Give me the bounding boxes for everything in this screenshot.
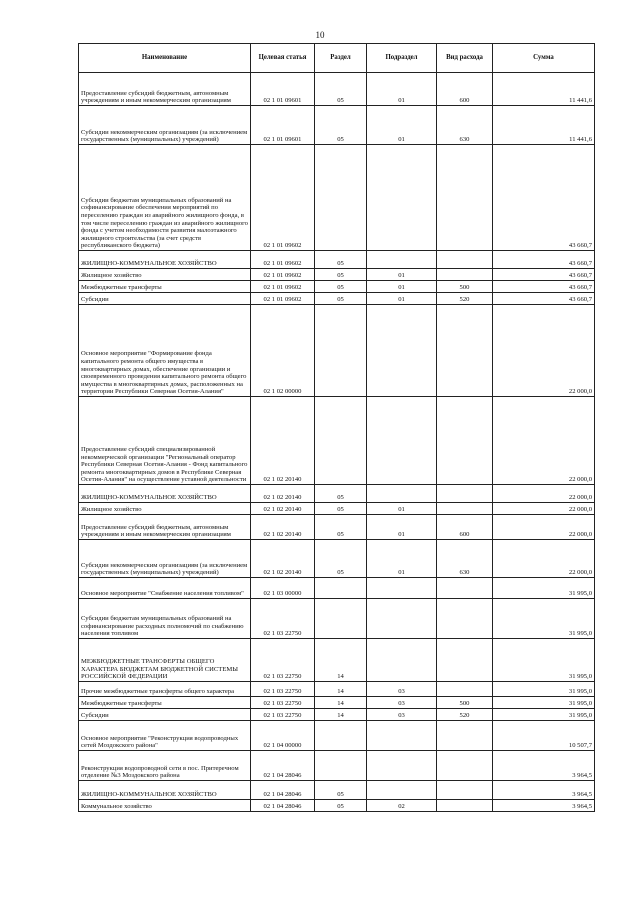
row-article: 02 1 03 22750 [251,639,315,682]
row-article: 02 1 02 20140 [251,397,315,485]
row-expense [437,578,493,599]
row-sum: 43 660,7 [493,251,595,269]
row-subsection [367,599,437,639]
row-article: 02 1 04 28046 [251,751,315,781]
row-article: 02 1 01 09601 [251,73,315,106]
row-name: Субсидии бюджетам муниципальных образований на софинансирование расходных полномочий по снабжению населения топливом [79,599,251,639]
row-expense [437,639,493,682]
row-section: 05 [315,281,367,293]
row-expense [437,485,493,503]
budget-table [78,43,595,812]
header-expense: Вид расхода [437,44,493,73]
table-header-row [79,44,595,73]
row-sum: 31 995,0 [493,578,595,599]
table-row [79,251,595,269]
row-sum: 22 000,0 [493,503,595,515]
row-name: Основное мероприятие "Формирование фонда капитального ремонта общего имущества в многоквартирных домах, обеспечение организации и своевременного проведения капитального ремонта общего имущества в многоквартирных домах, расположенных на территории Республики Северная Осетия-Алания" [79,305,251,397]
row-sum: 3 964,5 [493,751,595,781]
row-section: 14 [315,697,367,709]
row-expense: 520 [437,293,493,305]
row-subsection: 01 [367,540,437,578]
row-section [315,751,367,781]
table-row [79,578,595,599]
row-subsection: 03 [367,682,437,697]
header-sum: Сумма [493,44,595,73]
row-expense: 630 [437,540,493,578]
row-name: Реконструкция водопроводной сети в пос. Притеречном отделение №3 Моздокского района [79,751,251,781]
row-expense: 600 [437,73,493,106]
row-article: 02 1 01 09602 [251,293,315,305]
row-expense [437,599,493,639]
row-name: Основное мероприятие "Снабжение населения топливом" [79,578,251,599]
table-row [79,485,595,503]
table-row [79,682,595,697]
row-name: Предоставление субсидий бюджетным, автономным учреждениям и иным некоммерческим организациям [79,515,251,540]
row-expense [437,751,493,781]
row-sum: 43 660,7 [493,281,595,293]
header-section: Раздел [315,44,367,73]
row-sum: 22 000,0 [493,540,595,578]
table-row [79,515,595,540]
table-row [79,106,595,145]
row-expense: 600 [437,515,493,540]
row-article: 02 1 01 09601 [251,106,315,145]
row-sum: 22 000,0 [493,305,595,397]
table-row [79,503,595,515]
row-section: 14 [315,682,367,697]
header-name: Наименование [79,44,251,73]
row-sum: 31 995,0 [493,599,595,639]
table-row [79,145,595,251]
row-article: 02 1 03 22750 [251,682,315,697]
table-row [79,269,595,281]
row-section [315,305,367,397]
table-row [79,293,595,305]
row-article: 02 1 01 09602 [251,251,315,269]
row-subsection [367,639,437,682]
row-sum: 11 441,6 [493,73,595,106]
table-row [79,599,595,639]
table-row [79,697,595,709]
row-section [315,145,367,251]
row-name: Межбюджетные трансферты [79,281,251,293]
row-article: 02 1 04 28046 [251,781,315,800]
row-expense [437,800,493,812]
row-expense: 520 [437,709,493,721]
row-expense: 630 [437,106,493,145]
row-article: 02 1 02 20140 [251,485,315,503]
row-section: 05 [315,269,367,281]
row-section [315,721,367,751]
row-article: 02 1 03 22750 [251,709,315,721]
row-sum: 22 000,0 [493,515,595,540]
row-sum: 31 995,0 [493,697,595,709]
row-subsection [367,305,437,397]
row-article: 02 1 02 00000 [251,305,315,397]
row-subsection: 01 [367,269,437,281]
page-number: 10 [315,30,325,40]
table-row [79,540,595,578]
row-subsection: 01 [367,106,437,145]
row-article: 02 1 02 20140 [251,515,315,540]
row-expense: 500 [437,281,493,293]
row-expense [437,781,493,800]
row-name: Субсидии бюджетам муниципальных образований на софинансирование обеспечения мероприятий по переселению граждан из аварийного жилищного фонда, в том числе переселению граждан из аварийного жилищного фонда с учетом необходимости развития малоэтажного жилищного строительства (за счет средств республиканского бюджета) [79,145,251,251]
row-article: 02 1 03 22750 [251,697,315,709]
table-row [79,709,595,721]
row-subsection [367,781,437,800]
table-row [79,639,595,682]
row-sum: 31 995,0 [493,639,595,682]
row-name: Предоставление субсидий специализированной некоммерческой организации "Региональный оператор Республики Северная Осетия-Алания - Фонд капитального ремонта многоквартирных домов в Республике Северная Осетия-Алания" на осуществление уставной деятельности [79,397,251,485]
row-subsection: 01 [367,281,437,293]
row-section: 14 [315,709,367,721]
table-row [79,397,595,485]
row-expense [437,305,493,397]
row-section: 05 [315,800,367,812]
row-section: 05 [315,251,367,269]
row-name: Субсидии некоммерческим организациям (за исключением государственных (муниципальных) учреждений) [79,106,251,145]
row-expense [437,269,493,281]
row-subsection: 02 [367,800,437,812]
row-sum: 22 000,0 [493,485,595,503]
table-row [79,721,595,751]
row-expense [437,397,493,485]
row-name: Субсидии [79,709,251,721]
row-subsection [367,578,437,599]
row-section: 05 [315,540,367,578]
row-sum: 31 995,0 [493,682,595,697]
row-article: 02 1 04 00000 [251,721,315,751]
table-row [79,281,595,293]
row-subsection: 01 [367,73,437,106]
row-name: Жилищное хозяйство [79,503,251,515]
table-row [79,781,595,800]
row-sum: 3 964,5 [493,781,595,800]
row-article: 02 1 01 09602 [251,281,315,293]
row-section: 05 [315,503,367,515]
row-article: 02 1 04 28046 [251,800,315,812]
row-expense [437,503,493,515]
row-sum: 11 441,6 [493,106,595,145]
table-row [79,751,595,781]
row-subsection: 01 [367,515,437,540]
row-article: 02 1 03 22750 [251,599,315,639]
row-section: 14 [315,639,367,682]
row-expense [437,251,493,269]
row-name: Основное мероприятие "Реконструкция водопроводных сетей Моздокского района" [79,721,251,751]
row-section: 05 [315,106,367,145]
row-sum: 3 964,5 [493,800,595,812]
row-expense [437,721,493,751]
row-name: Субсидии [79,293,251,305]
row-name: Предоставление субсидий бюджетным, автономным учреждениям и иным некоммерческим организациям [79,73,251,106]
row-section: 05 [315,515,367,540]
row-name: Прочие межбюджетные трансферты общего характера [79,682,251,697]
row-subsection [367,751,437,781]
table-row [79,800,595,812]
row-section [315,578,367,599]
row-name: Коммунальное хозяйство [79,800,251,812]
table-row [79,305,595,397]
row-expense [437,682,493,697]
row-article: 02 1 01 09602 [251,145,315,251]
row-section: 05 [315,73,367,106]
row-section: 05 [315,293,367,305]
row-sum: 43 660,7 [493,145,595,251]
header-subsection: Подраздел [367,44,437,73]
row-subsection [367,485,437,503]
row-sum: 10 507,7 [493,721,595,751]
row-sum: 43 660,7 [493,293,595,305]
row-name: ЖИЛИЩНО-КОММУНАЛЬНОЕ ХОЗЯЙСТВО [79,485,251,503]
row-subsection: 01 [367,293,437,305]
row-subsection [367,397,437,485]
row-name: МЕЖБЮДЖЕТНЫЕ ТРАНСФЕРТЫ ОБЩЕГО ХАРАКТЕРА БЮДЖЕТАМ БЮДЖЕТНОЙ СИСТЕМЫ РОССИЙСКОЙ ФЕДЕРАЦИИ [79,639,251,682]
row-subsection [367,721,437,751]
row-name: Субсидии некоммерческим организациям (за исключением государственных (муниципальных) учреждений) [79,540,251,578]
row-sum: 43 660,7 [493,269,595,281]
row-sum: 22 000,0 [493,397,595,485]
row-name: Межбюджетные трансферты [79,697,251,709]
row-subsection: 03 [367,697,437,709]
row-article: 02 1 02 20140 [251,540,315,578]
row-article: 02 1 01 09602 [251,269,315,281]
row-article: 02 1 03 00000 [251,578,315,599]
table-row [79,73,595,106]
row-name: ЖИЛИЩНО-КОММУНАЛЬНОЕ ХОЗЯЙСТВО [79,251,251,269]
row-section: 05 [315,781,367,800]
row-article: 02 1 02 20140 [251,503,315,515]
row-subsection: 01 [367,503,437,515]
row-expense: 500 [437,697,493,709]
row-section: 05 [315,485,367,503]
row-name: ЖИЛИЩНО-КОММУНАЛЬНОЕ ХОЗЯЙСТВО [79,781,251,800]
row-subsection: 03 [367,709,437,721]
row-expense [437,145,493,251]
row-section [315,397,367,485]
header-article: Целевая статья [251,44,315,73]
row-section [315,599,367,639]
row-name: Жилищное хозяйство [79,269,251,281]
row-sum: 31 995,0 [493,709,595,721]
row-subsection [367,145,437,251]
row-subsection [367,251,437,269]
